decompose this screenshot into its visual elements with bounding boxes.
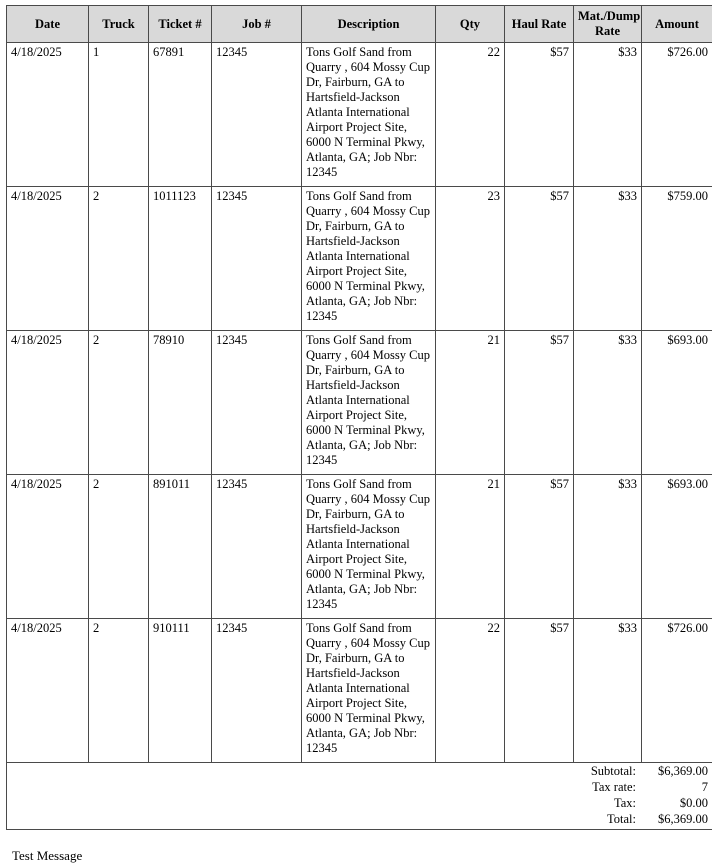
table-body	[7, 43, 712, 830]
summary-label: Total:	[573, 811, 641, 827]
summary-value: 7	[641, 779, 712, 795]
column-header-qty: Qty	[436, 6, 505, 43]
column-header-job: Job #	[212, 6, 302, 43]
cell-date: 4/18/2025	[7, 475, 89, 619]
cell-mat-dump-rate: $33	[574, 475, 642, 619]
table-header	[7, 6, 712, 43]
cell-truck: 2	[89, 187, 149, 331]
summary-line	[7, 763, 712, 779]
cell-haul-rate: $57	[505, 187, 574, 331]
cell-date: 4/18/2025	[7, 331, 89, 475]
column-header-mat-dump-rate: Mat./Dump Rate	[574, 6, 642, 43]
table-row	[7, 187, 712, 331]
cell-job: 12345	[212, 619, 302, 763]
column-header-description: Description	[302, 6, 436, 43]
cell-amount: $759.00	[642, 187, 712, 331]
cell-amount: $693.00	[642, 331, 712, 475]
cell-description: Tons Golf Sand from Quarry , 604 Mossy Cup Dr, Fairburn, GA to Hartsfield-Jackson Atlanta International Airport Project Site, 6000 N Terminal Pkwy, Atlanta, GA; Job Nbr: 12345	[302, 43, 436, 187]
cell-mat-dump-rate: $33	[574, 331, 642, 475]
cell-truck: 2	[89, 475, 149, 619]
cell-description: Tons Golf Sand from Quarry , 604 Mossy Cup Dr, Fairburn, GA to Hartsfield-Jackson Atlanta International Airport Project Site, 6000 N Terminal Pkwy, Atlanta, GA; Job Nbr: 12345	[302, 187, 436, 331]
table-row	[7, 43, 712, 187]
summary-label: Tax rate:	[573, 779, 641, 795]
cell-mat-dump-rate: $33	[574, 43, 642, 187]
summary-line	[7, 795, 712, 811]
cell-mat-dump-rate: $33	[574, 619, 642, 763]
cell-ticket: 1011123	[149, 187, 212, 331]
cell-haul-rate: $57	[505, 475, 574, 619]
column-header-ticket: Ticket #	[149, 6, 212, 43]
cell-truck: 1	[89, 43, 149, 187]
table-row	[7, 475, 712, 619]
column-header-haul-rate: Haul Rate	[505, 6, 574, 43]
table-row	[7, 331, 712, 475]
summary-label: Subtotal:	[573, 763, 641, 779]
cell-truck: 2	[89, 331, 149, 475]
summary-line	[7, 779, 712, 795]
cell-qty: 22	[436, 619, 505, 763]
cell-description: Tons Golf Sand from Quarry , 604 Mossy Cup Dr, Fairburn, GA to Hartsfield-Jackson Atlanta International Airport Project Site, 6000 N Terminal Pkwy, Atlanta, GA; Job Nbr: 12345	[302, 619, 436, 763]
summary-row	[7, 763, 712, 830]
cell-ticket: 910111	[149, 619, 212, 763]
summary-value: $6,369.00	[641, 763, 712, 779]
summary-value: $6,369.00	[641, 811, 712, 827]
cell-date: 4/18/2025	[7, 43, 89, 187]
summary-line	[7, 811, 712, 827]
cell-ticket: 891011	[149, 475, 212, 619]
cell-job: 12345	[212, 187, 302, 331]
header-row	[7, 6, 712, 43]
cell-amount: $726.00	[642, 43, 712, 187]
cell-job: 12345	[212, 43, 302, 187]
column-header-date: Date	[7, 6, 89, 43]
cell-mat-dump-rate: $33	[574, 187, 642, 331]
table-row	[7, 619, 712, 763]
summary-label: Tax:	[573, 795, 641, 811]
summary-cell	[7, 763, 712, 830]
cell-qty: 21	[436, 475, 505, 619]
cell-description: Tons Golf Sand from Quarry , 604 Mossy Cup Dr, Fairburn, GA to Hartsfield-Jackson Atlanta International Airport Project Site, 6000 N Terminal Pkwy, Atlanta, GA; Job Nbr: 12345	[302, 475, 436, 619]
cell-date: 4/18/2025	[7, 187, 89, 331]
column-header-amount: Amount	[642, 6, 712, 43]
cell-job: 12345	[212, 475, 302, 619]
cell-qty: 22	[436, 43, 505, 187]
cell-date: 4/18/2025	[7, 619, 89, 763]
cell-ticket: 67891	[149, 43, 212, 187]
summary-block	[7, 763, 712, 827]
summary-value: $0.00	[641, 795, 712, 811]
cell-amount: $693.00	[642, 475, 712, 619]
cell-qty: 21	[436, 331, 505, 475]
footer-message: Test Message	[6, 848, 706, 864]
cell-description: Tons Golf Sand from Quarry , 604 Mossy Cup Dr, Fairburn, GA to Hartsfield-Jackson Atlanta International Airport Project Site, 6000 N Terminal Pkwy, Atlanta, GA; Job Nbr: 12345	[302, 331, 436, 475]
cell-amount: $726.00	[642, 619, 712, 763]
column-header-truck: Truck	[89, 6, 149, 43]
cell-haul-rate: $57	[505, 331, 574, 475]
cell-job: 12345	[212, 331, 302, 475]
cell-haul-rate: $57	[505, 43, 574, 187]
cell-ticket: 78910	[149, 331, 212, 475]
haul-ticket-table	[6, 5, 712, 830]
cell-qty: 23	[436, 187, 505, 331]
cell-truck: 2	[89, 619, 149, 763]
cell-haul-rate: $57	[505, 619, 574, 763]
